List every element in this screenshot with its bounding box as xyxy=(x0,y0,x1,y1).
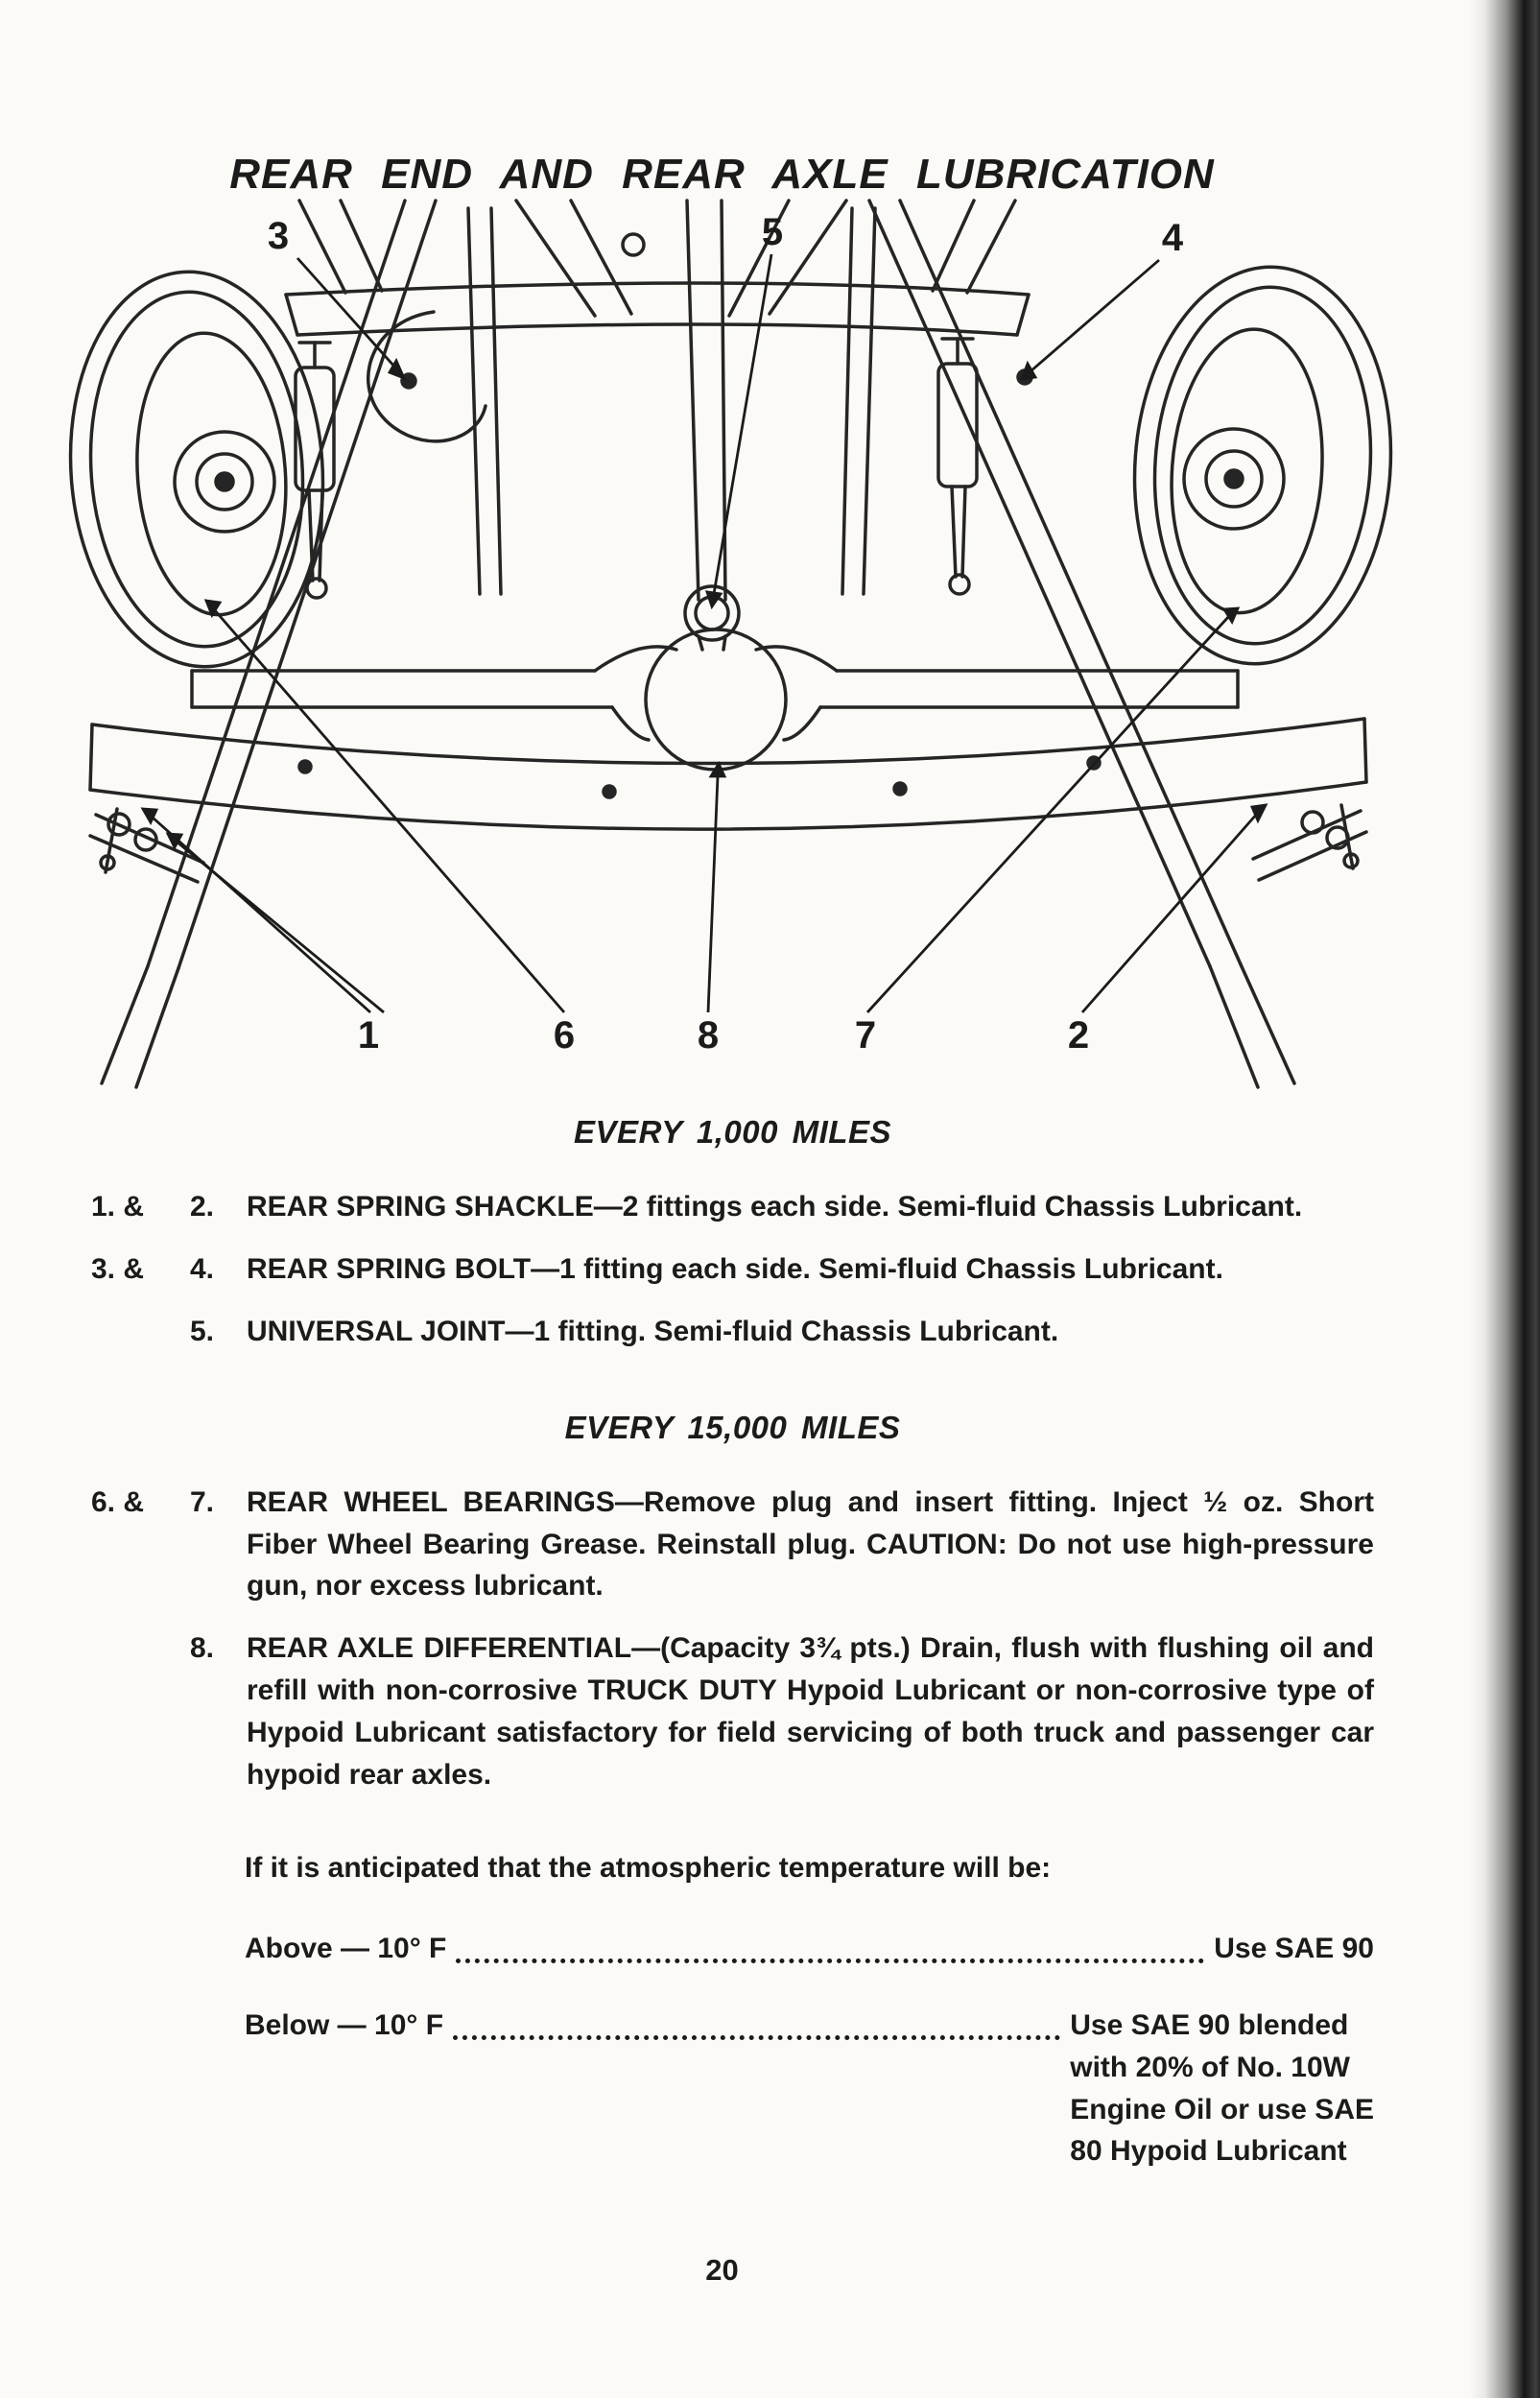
item-number: 6. & xyxy=(91,1485,145,1518)
temperature-intro: If it is anticipated that the atmospheric temperature will be: xyxy=(245,1852,1052,1885)
left-spring-shackle xyxy=(90,809,203,882)
right-spring-shackle xyxy=(1253,805,1366,880)
callout-1: 1 xyxy=(357,1014,380,1057)
item-number xyxy=(91,1627,190,1795)
right-tire xyxy=(1122,258,1401,673)
item-text: REAR SPRING SHACKLE—2 fittings each side. Semi-fluid Chassis Lubricant. xyxy=(247,1191,1303,1223)
lubrication-instructions xyxy=(91,1109,1374,2207)
right-shock-absorber xyxy=(938,339,977,594)
right-wheel-hub xyxy=(1184,429,1284,529)
item-text: UNIVERSAL JOINT—1 fitting. Semi-fluid Chassis Lubricant. xyxy=(247,1315,1059,1347)
item-number: 5. xyxy=(190,1315,215,1347)
driveshaft-universal-joint xyxy=(685,201,739,650)
book-binding-shadow xyxy=(1469,0,1540,2398)
section-heading: EVERY 15,000 MILES xyxy=(564,1409,901,1445)
rear-axle-diagram xyxy=(58,198,1401,1090)
item-text: REAR AXLE DIFFERENTIAL—(Capacity 3¾ pts.) Drain, flush with flushing oil and refill with non-corrosive TRUCK DUTY Hypoid Lubricant or non-corrosive type of Hypoid Lubricant satisfactory for field servicing of both truck and passenger car hypoid rear axles. xyxy=(247,1632,1374,1791)
lower-crossmember xyxy=(90,719,1366,829)
callout-numbers xyxy=(268,211,1184,1057)
temperature-recommendations xyxy=(245,1847,1374,2172)
list-item xyxy=(91,1311,1374,1353)
item-number xyxy=(91,1311,190,1353)
temperature-recommendation: Use SAE 90 xyxy=(1214,1933,1374,1965)
temperature-condition: Below — 10° F xyxy=(245,2008,444,2041)
item-number: 7. xyxy=(190,1485,215,1518)
section-every-15000-miles xyxy=(91,1405,1374,1796)
recommendation-line: Engine Oil or use SAE xyxy=(1070,2093,1374,2125)
item-number: 2. xyxy=(190,1191,215,1223)
callout-8: 8 xyxy=(697,1014,720,1057)
list-item xyxy=(91,1627,1374,1795)
list-item xyxy=(91,1482,1374,1607)
list-item xyxy=(91,1186,1374,1228)
callout-5: 5 xyxy=(761,211,784,253)
item-number: 1. & xyxy=(91,1191,145,1223)
page-title: REAR END AND REAR AXLE LUBRICATION xyxy=(229,151,1215,199)
section-every-1000-miles xyxy=(91,1109,1374,1353)
list-item xyxy=(91,1248,1374,1291)
recommendation-line: with 20% of No. 10W xyxy=(1070,2051,1350,2083)
item-text: REAR WHEEL BEARINGS—Remove plug and insert fitting. Inject ½ oz. Short Fiber Wheel Bearing Grease. Reinstall plug. CAUTION: Do not use high-pressure gun, nor excess lubricant. xyxy=(247,1485,1374,1603)
recommendation-line: 80 Hypoid Lubricant xyxy=(1070,2135,1347,2168)
callout-6: 6 xyxy=(553,1014,576,1057)
item-text: REAR SPRING BOLT—1 fitting each side. Semi-fluid Chassis Lubricant. xyxy=(247,1252,1223,1285)
page-number: 20 xyxy=(705,2253,739,2287)
dotted-leader xyxy=(453,2005,1060,2040)
item-number: 3. & xyxy=(91,1252,145,1285)
recommendation-line: Use SAE 90 blended xyxy=(1070,2008,1349,2041)
callout-3: 3 xyxy=(267,215,290,257)
item-number: 8. xyxy=(190,1632,215,1665)
temperature-recommendation xyxy=(1070,2005,1374,2172)
temperature-row-below xyxy=(245,2005,1374,2172)
left-wheel-hub xyxy=(175,432,274,532)
temperature-row-above xyxy=(245,1928,1374,1970)
callout-7: 7 xyxy=(854,1014,877,1057)
spring-hanger-rods xyxy=(468,208,875,594)
section-heading: EVERY 1,000 MILES xyxy=(574,1114,891,1150)
item-number: 4. xyxy=(190,1252,215,1285)
temperature-condition: Above — 10° F xyxy=(245,1933,447,1965)
dotted-leader xyxy=(456,1928,1204,1963)
chassis-diagram-svg xyxy=(58,198,1401,1090)
callout-4: 4 xyxy=(1161,217,1184,259)
callout-2: 2 xyxy=(1067,1014,1090,1057)
